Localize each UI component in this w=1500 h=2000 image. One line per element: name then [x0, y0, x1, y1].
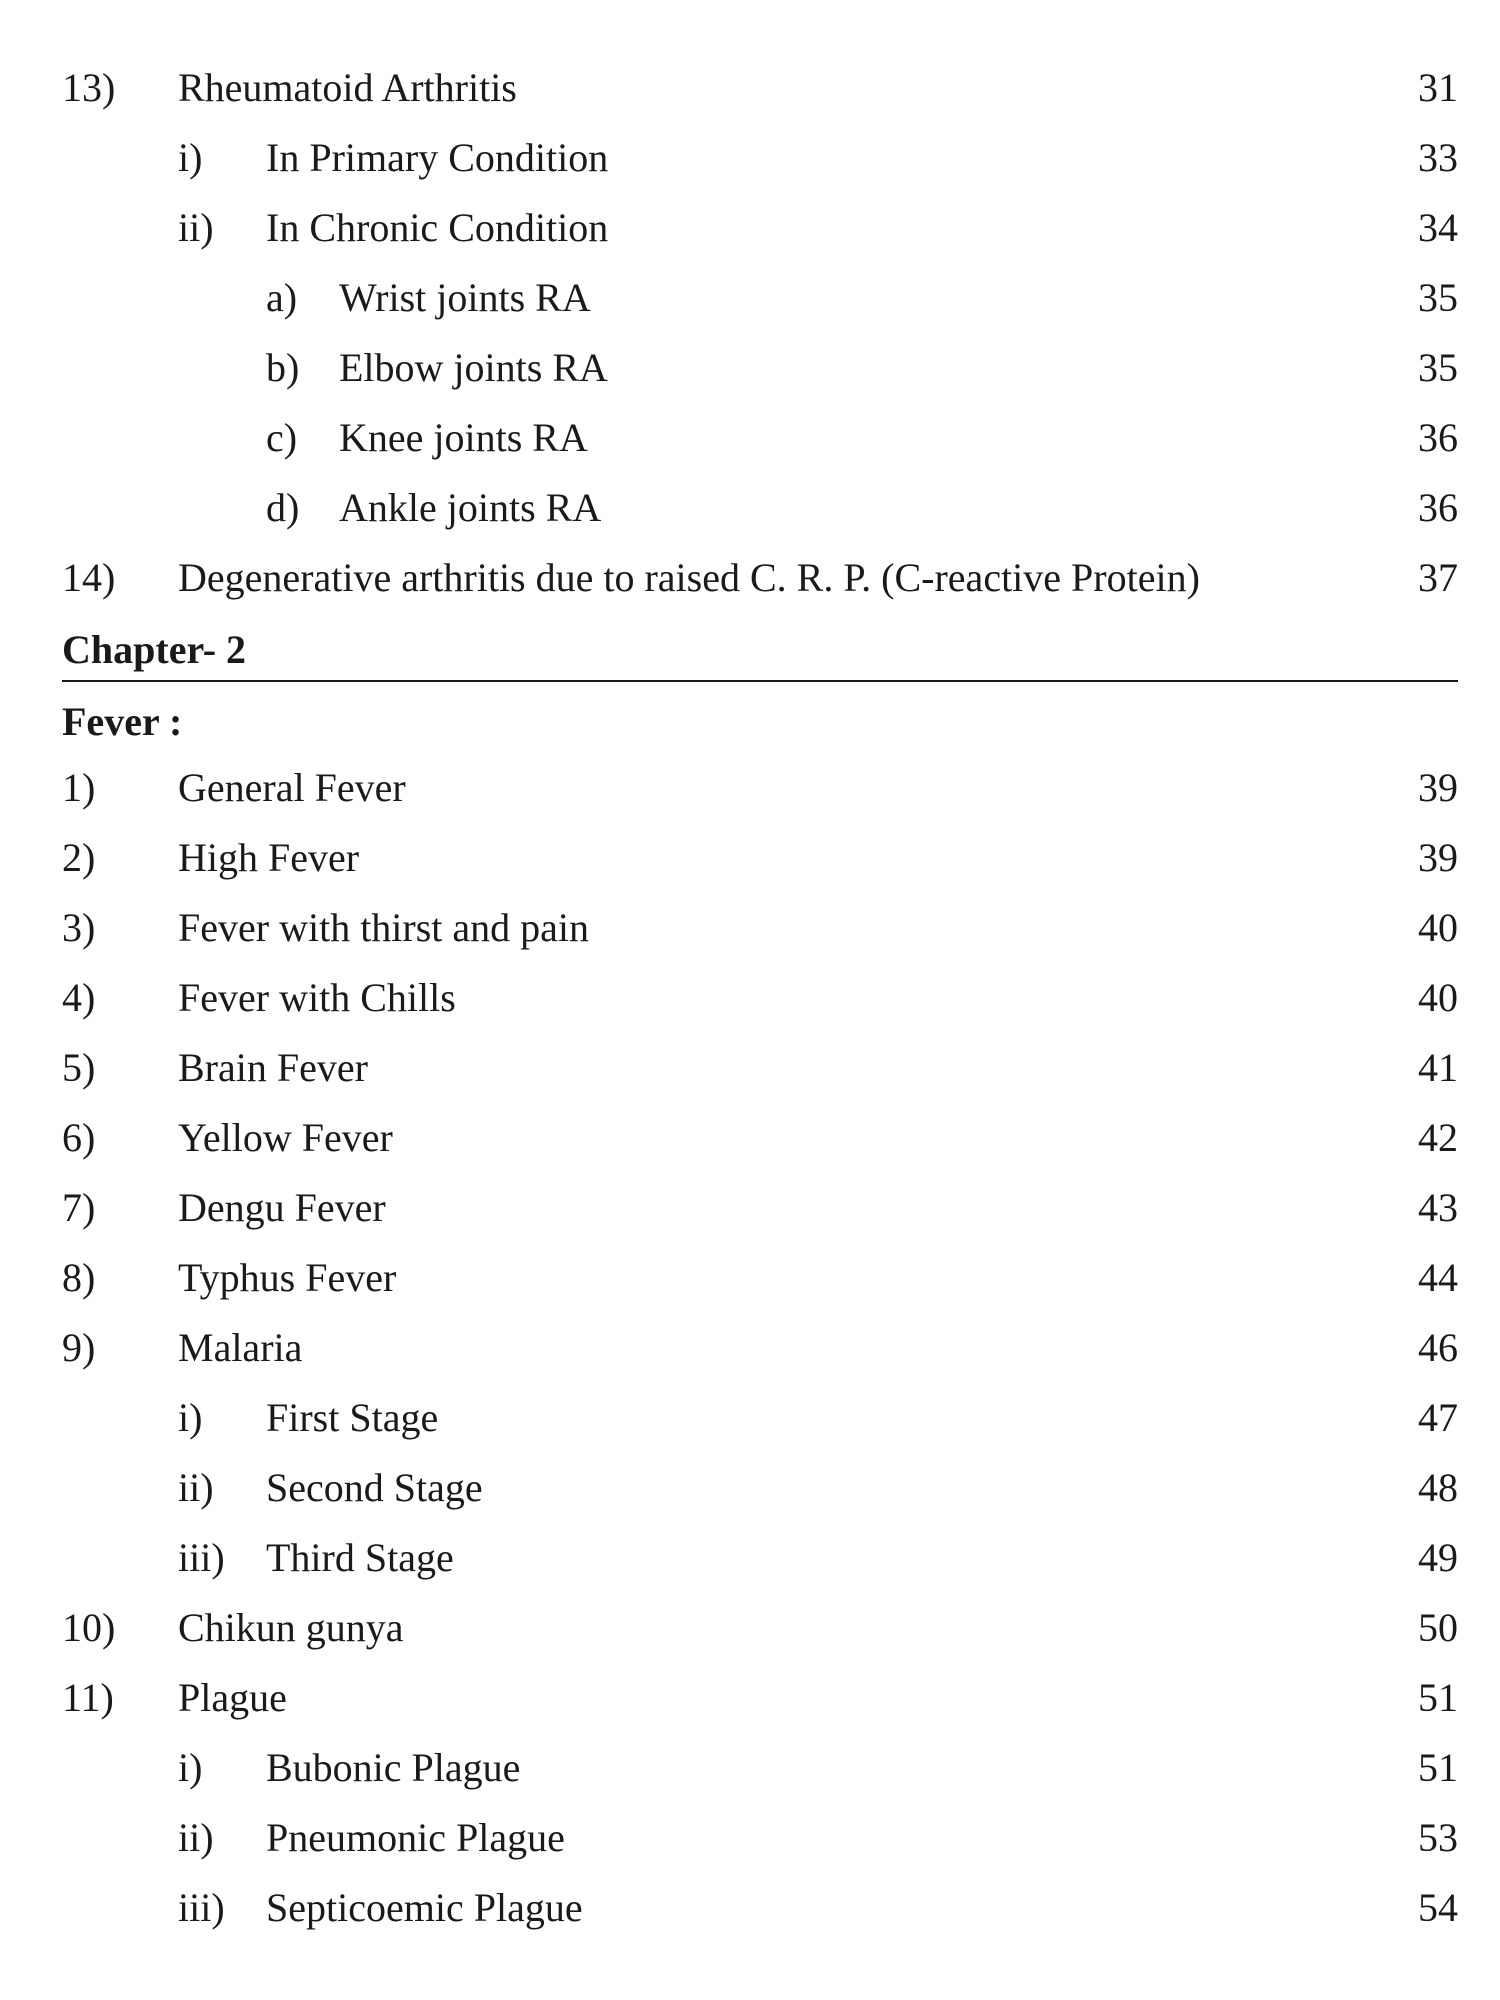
toc-entry	[0, 898, 1500, 958]
entry-title: Knee joints RA	[339, 415, 588, 460]
toc-subentry	[0, 1808, 1500, 1868]
toc-subsubentry	[0, 268, 1500, 328]
entry-number: 8)	[62, 1255, 96, 1300]
entry-number: 14)	[62, 555, 116, 600]
entry-title: Second Stage	[266, 1465, 483, 1510]
toc-subsubentry	[0, 338, 1500, 398]
entry-number: 13)	[62, 65, 116, 110]
entry-marker: i)	[178, 1395, 203, 1440]
toc-subsubentry	[0, 408, 1500, 468]
entry-title: Wrist joints RA	[339, 275, 591, 320]
toc-entry	[0, 1248, 1500, 1308]
entry-marker: i)	[178, 1745, 203, 1790]
toc-subentry	[0, 1528, 1500, 1588]
entry-number: 3)	[62, 905, 96, 950]
entry-marker: c)	[266, 415, 298, 460]
chapter-heading: Chapter- 2	[62, 620, 1458, 682]
toc-subsubentry	[0, 478, 1500, 538]
entry-page-number: 34	[1418, 205, 1458, 250]
entry-title: Brain Fever	[178, 1045, 368, 1090]
entry-page-number: 40	[1418, 975, 1458, 1020]
entry-number: 9)	[62, 1325, 96, 1370]
entry-page-number: 31	[1418, 65, 1458, 110]
entry-title: Plague	[178, 1675, 287, 1720]
entry-title: Malaria	[178, 1325, 303, 1370]
entry-page-number: 37	[1418, 555, 1458, 600]
entry-page-number: 36	[1418, 485, 1458, 530]
entry-page-number: 36	[1418, 415, 1458, 460]
entry-page-number: 35	[1418, 275, 1458, 320]
toc-entry	[0, 758, 1500, 818]
entry-page-number: 54	[1418, 1885, 1458, 1930]
entry-page-number: 39	[1418, 765, 1458, 810]
entry-marker: iii)	[178, 1885, 225, 1930]
toc-entry	[0, 828, 1500, 888]
entry-page-number: 47	[1418, 1395, 1458, 1440]
entry-title: Typhus Fever	[178, 1255, 397, 1300]
entry-title: Rheumatoid Arthritis	[178, 65, 517, 110]
entry-page-number: 43	[1418, 1185, 1458, 1230]
entry-title: Ankle joints RA	[339, 485, 602, 530]
entry-marker: i)	[178, 135, 203, 180]
entry-marker: ii)	[178, 1815, 214, 1860]
entry-number: 2)	[62, 835, 96, 880]
entry-title: In Primary Condition	[266, 135, 609, 180]
entry-number: 11)	[62, 1675, 114, 1720]
entry-marker: b)	[266, 345, 300, 390]
entry-title: Chikun gunya	[178, 1605, 404, 1650]
toc-entry	[0, 968, 1500, 1028]
entry-number: 6)	[62, 1115, 96, 1160]
entry-page-number: 50	[1418, 1605, 1458, 1650]
entry-page-number: 44	[1418, 1255, 1458, 1300]
entry-page-number: 39	[1418, 835, 1458, 880]
toc-entry	[0, 1178, 1500, 1238]
entry-title: In Chronic Condition	[266, 205, 609, 250]
entry-page-number: 41	[1418, 1045, 1458, 1090]
entry-title: Degenerative arthritis due to raised C. R. P. (C-reactive Protein)	[178, 555, 1200, 600]
entry-page-number: 42	[1418, 1115, 1458, 1160]
toc-entry	[0, 1108, 1500, 1168]
entry-marker: ii)	[178, 205, 214, 250]
entry-marker: a)	[266, 275, 298, 320]
section-heading: Fever :	[62, 699, 183, 744]
toc-entry	[0, 1668, 1500, 1728]
entry-title: Third Stage	[266, 1535, 454, 1580]
entry-title: Yellow Fever	[178, 1115, 393, 1160]
entry-number: 5)	[62, 1045, 96, 1090]
entry-title: High Fever	[178, 835, 360, 880]
entry-number: 10)	[62, 1605, 116, 1650]
entry-title: General Fever	[178, 765, 406, 810]
entry-number: 7)	[62, 1185, 96, 1230]
entry-title: First Stage	[266, 1395, 439, 1440]
entry-title: Fever with Chills	[178, 975, 456, 1020]
entry-marker: iii)	[178, 1535, 225, 1580]
toc-subentry	[0, 1878, 1500, 1938]
entry-page-number: 51	[1418, 1745, 1458, 1790]
entry-title: Pneumonic Plague	[266, 1815, 565, 1860]
toc-entry	[0, 548, 1500, 608]
toc-entry	[0, 58, 1500, 118]
toc-subentry	[0, 1738, 1500, 1798]
toc-subentry	[0, 198, 1500, 258]
entry-page-number: 53	[1418, 1815, 1458, 1860]
entry-page-number: 46	[1418, 1325, 1458, 1370]
entry-title: Fever with thirst and pain	[178, 905, 590, 950]
entry-title: Bubonic Plague	[266, 1745, 521, 1790]
entry-page-number: 49	[1418, 1535, 1458, 1580]
toc-entry	[0, 1038, 1500, 1098]
toc-entry	[0, 1318, 1500, 1378]
toc-subentry	[0, 128, 1500, 188]
toc-entry	[0, 1598, 1500, 1658]
entry-page-number: 35	[1418, 345, 1458, 390]
entry-page-number: 48	[1418, 1465, 1458, 1510]
entry-number: 4)	[62, 975, 96, 1020]
entry-marker: ii)	[178, 1465, 214, 1510]
entry-title: Elbow joints RA	[339, 345, 608, 390]
entry-title: Dengu Fever	[178, 1185, 386, 1230]
entry-number: 1)	[62, 765, 96, 810]
toc-subentry	[0, 1458, 1500, 1518]
entry-page-number: 51	[1418, 1675, 1458, 1720]
entry-title: Septicoemic Plague	[266, 1885, 583, 1930]
entry-page-number: 40	[1418, 905, 1458, 950]
toc-subentry	[0, 1388, 1500, 1448]
entry-marker: d)	[266, 485, 300, 530]
entry-page-number: 33	[1418, 135, 1458, 180]
